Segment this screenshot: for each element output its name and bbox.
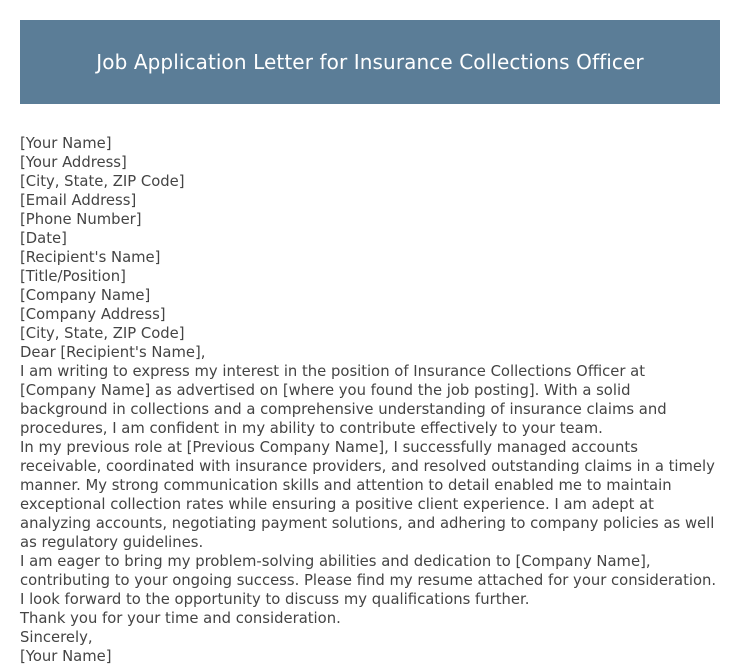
letter-body <box>20 134 722 666</box>
paragraph-closing: I am eager to bring my problem-solving abilities and dedication to [Company Name], contributing to your ongoing success. Please find my resume attached for your consideration. I look forward to the opportunity to discuss my qualifications further. <box>20 553 717 608</box>
signature-name: [Your Name] <box>20 648 112 665</box>
closing-line: Sincerely, <box>20 629 93 646</box>
sender-address: [Your Address] <box>20 154 127 171</box>
letter-date: [Date] <box>20 230 67 247</box>
title-banner <box>20 20 720 104</box>
sender-phone: [Phone Number] <box>20 211 142 228</box>
sender-email: [Email Address] <box>20 192 137 209</box>
paragraph-intro: I am writing to express my interest in the position of Insurance Collections Officer at [Company Name] as advertised on [where you found the job posting]. With a solid background in collections and a comprehensive understanding of insurance claims and procedures, I am confident in my ability to contribute effectively to your team. <box>20 363 667 437</box>
company-address: [Company Address] <box>20 306 166 323</box>
company-city: [City, State, ZIP Code] <box>20 325 185 342</box>
thanks-line: Thank you for your time and consideration. <box>20 610 341 627</box>
company-name: [Company Name] <box>20 287 151 304</box>
salutation: Dear [Recipient's Name], <box>20 344 206 361</box>
recipient-title: [Title/Position] <box>20 268 126 285</box>
page-title: Job Application Letter for Insurance Collections Officer <box>96 50 644 74</box>
sender-name: [Your Name] <box>20 135 112 152</box>
paragraph-experience: In my previous role at [Previous Company Name], I successfully managed accounts receivable, coordinated with insurance providers, and resolved outstanding claims in a timely manner. My strong communication skills and attention to detail enabled me to maintain exceptional collection rates while ensuring a positive client experience. I am adept at analyzing accounts, negotiating payment solutions, and adhering to company policies as well as regulatory guidelines. <box>20 439 715 551</box>
recipient-name: [Recipient's Name] <box>20 249 161 266</box>
sender-city: [City, State, ZIP Code] <box>20 173 185 190</box>
